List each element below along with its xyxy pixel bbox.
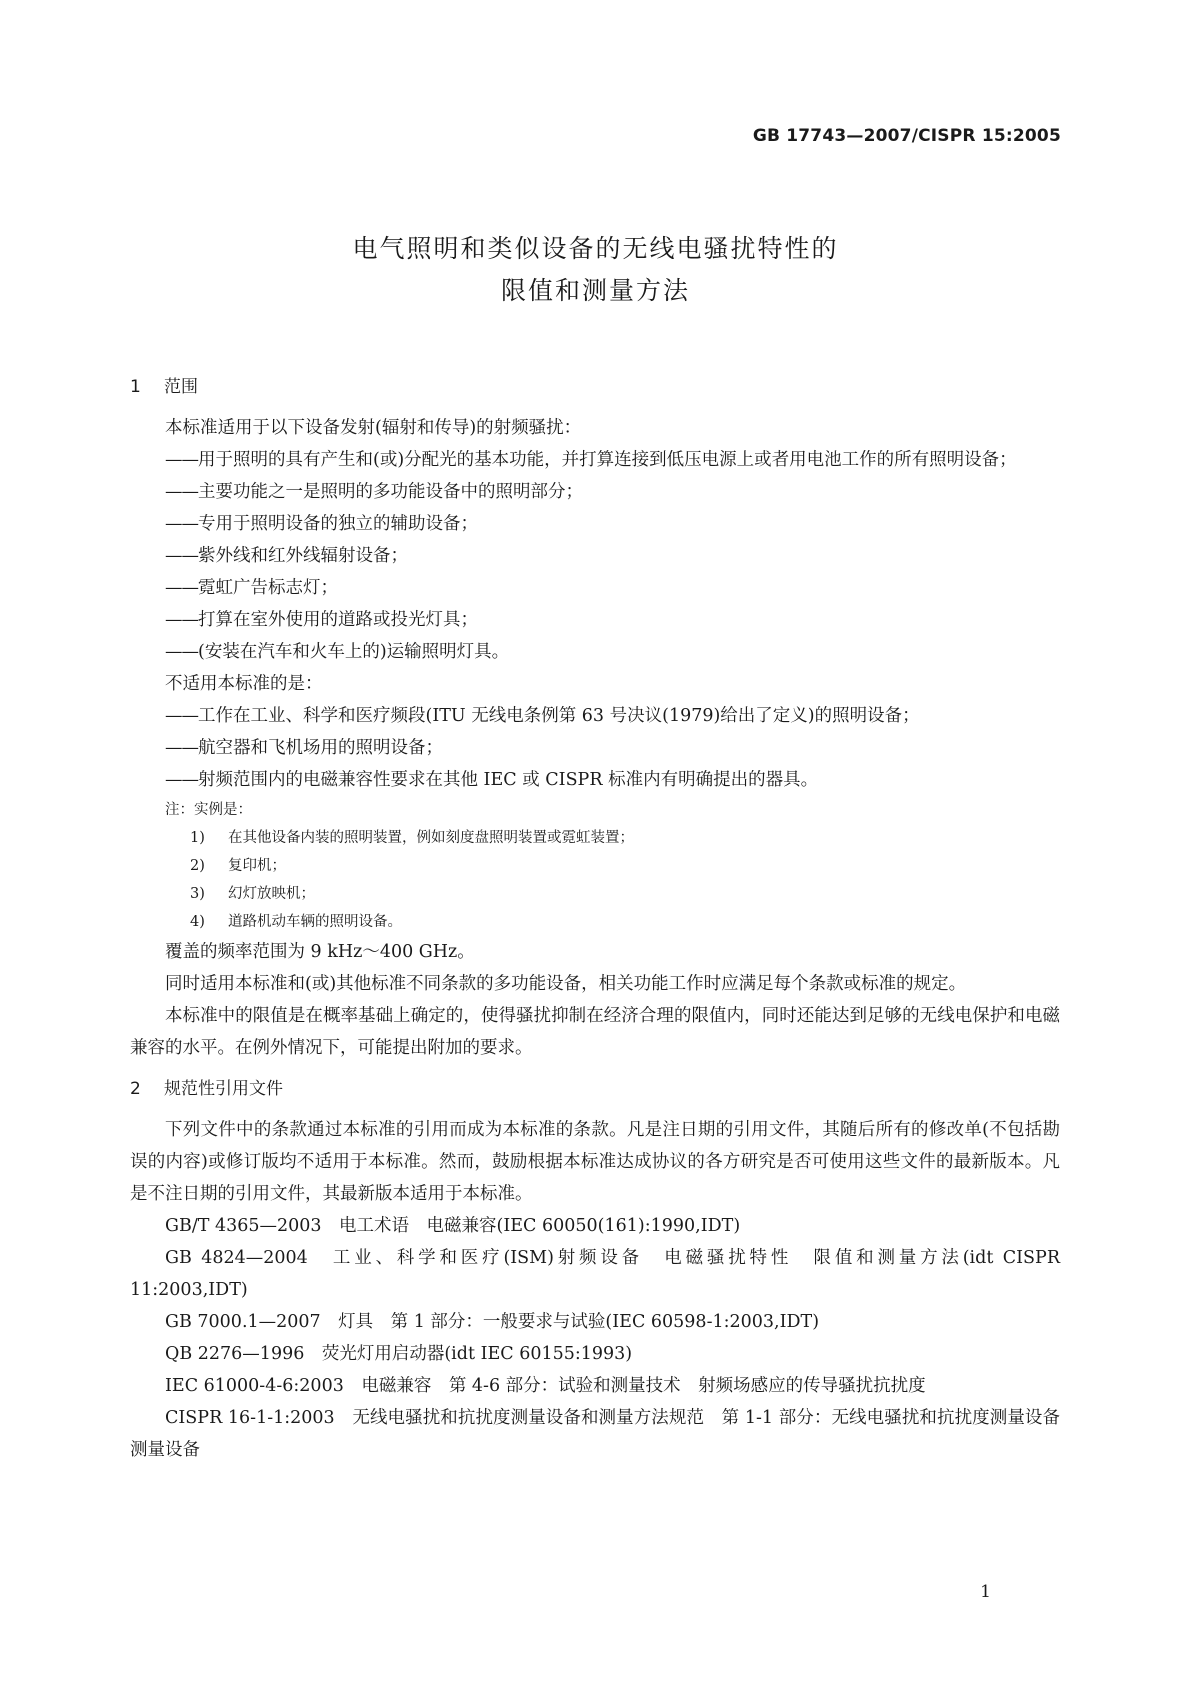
list-item: ——主要功能之一是照明的多功能设备中的照明部分； <box>165 482 583 502</box>
list-item: ——霓虹广告标志灯； <box>165 578 338 598</box>
list-item: ——紫外线和红外线辐射设备； <box>165 546 408 566</box>
section-number: 2 <box>130 1079 141 1099</box>
list-item: ——(安装在汽车和火车上的)运输照明灯具。 <box>165 642 510 662</box>
references-intro: 下列文件中的条款通过本标准的引用而成为本标准的条款。凡是注日期的引用文件，其随后所有的修改单(不包括勘误的内容)或修订版均不适用于本标准。然而，鼓励根据本标准达成协议的各方研究是否可使用这些文件的最新版本。凡是不注日期的引用文件，其最新版本适用于本标准。 <box>130 1120 1060 1204</box>
section-1-heading <box>130 372 1060 402</box>
list-item: ——用于照明的具有产生和(或)分配光的基本功能，并打算连接到低压电源上或者用电池工作的所有照明设备； <box>165 450 1017 470</box>
reference-item: GB 7000.1—2007 灯具 第 1 部分：一般要求与试验(IEC 60598-1:2003,IDT) <box>165 1312 820 1332</box>
reference-item: QB 2276—1996 荧光灯用启动器(idt IEC 60155:1993) <box>165 1344 633 1364</box>
note-item: 3) 幻灯放映机； <box>190 886 315 902</box>
note-item: 1) 在其他设备内装的照明装置，例如刻度盘照明装置或霓虹装置； <box>190 830 634 846</box>
note-item: 2) 复印机； <box>190 858 286 874</box>
not-apply-intro: 不适用本标准的是： <box>165 674 323 694</box>
title-line-2: 限值和测量方法 <box>500 276 690 305</box>
reference-item: IEC 61000-4-6:2003 电磁兼容 第 4-6 部分：试验和测量技术 射频场感应的传导骚扰抗扰度 <box>165 1376 926 1396</box>
frequency-range: 覆盖的频率范围为 9 kHz～400 GHz。 <box>165 942 475 962</box>
list-item: ——工作在工业、科学和医疗频段(ITU 无线电条例第 63 号决议(1979)给出了定义)的照明设备； <box>165 706 920 726</box>
reference-item: CISPR 16-1-1:2003 无线电骚扰和抗扰度测量设备和测量方法规范 第 1-1 部分：无线电骚扰和抗扰度测量设备 测量设备 <box>130 1408 1078 1460</box>
list-item: ——航空器和飞机场用的照明设备； <box>165 738 443 758</box>
page-number: 1 <box>980 1582 991 1602</box>
document-title <box>0 228 1191 312</box>
multi-function-paragraph: 同时适用本标准和(或)其他标准不同条款的多功能设备，相关功能工作时应满足每个条款或标准的规定。 <box>165 974 967 994</box>
note-title: 注：实例是： <box>165 802 252 818</box>
standard-code: GB 17743—2007/CISPR 15:2005 <box>752 126 1061 146</box>
reference-item: GB 4824—2004 工业、科学和医疗(ISM)射频设备 电磁骚扰特性 限值和测量方法(idt CISPR 11:2003,IDT) <box>130 1248 1060 1300</box>
section-2-heading <box>130 1074 1060 1104</box>
section-title: 范围 <box>164 377 198 397</box>
reference-item: GB/T 4365—2003 电工术语 电磁兼容(IEC 60050(161):1990,IDT) <box>165 1216 741 1236</box>
title-line-1: 电气照明和类似设备的无线电骚扰特性的 <box>352 234 839 263</box>
scope-intro: 本标准适用于以下设备发射(辐射和传导)的射频骚扰： <box>165 418 582 438</box>
note-item: 4) 道路机动车辆的照明设备。 <box>190 914 402 930</box>
list-item: ——打算在室外使用的道路或投光灯具； <box>165 610 478 630</box>
document-body <box>130 372 1078 1466</box>
list-item: ——射频范围内的电磁兼容性要求在其他 IEC 或 CISPR 标准内有明确提出的器具。 <box>165 770 819 790</box>
list-item: ——专用于照明设备的独立的辅助设备； <box>165 514 478 534</box>
limits-paragraph: 本标准中的限值是在概率基础上确定的，使得骚扰抑制在经济合理的限值内，同时还能达到足够的无线电保护和电磁兼容的水平。在例外情况下，可能提出附加的要求。 <box>130 1006 1060 1058</box>
section-title: 规范性引用文件 <box>164 1079 283 1099</box>
section-number: 1 <box>130 377 141 397</box>
